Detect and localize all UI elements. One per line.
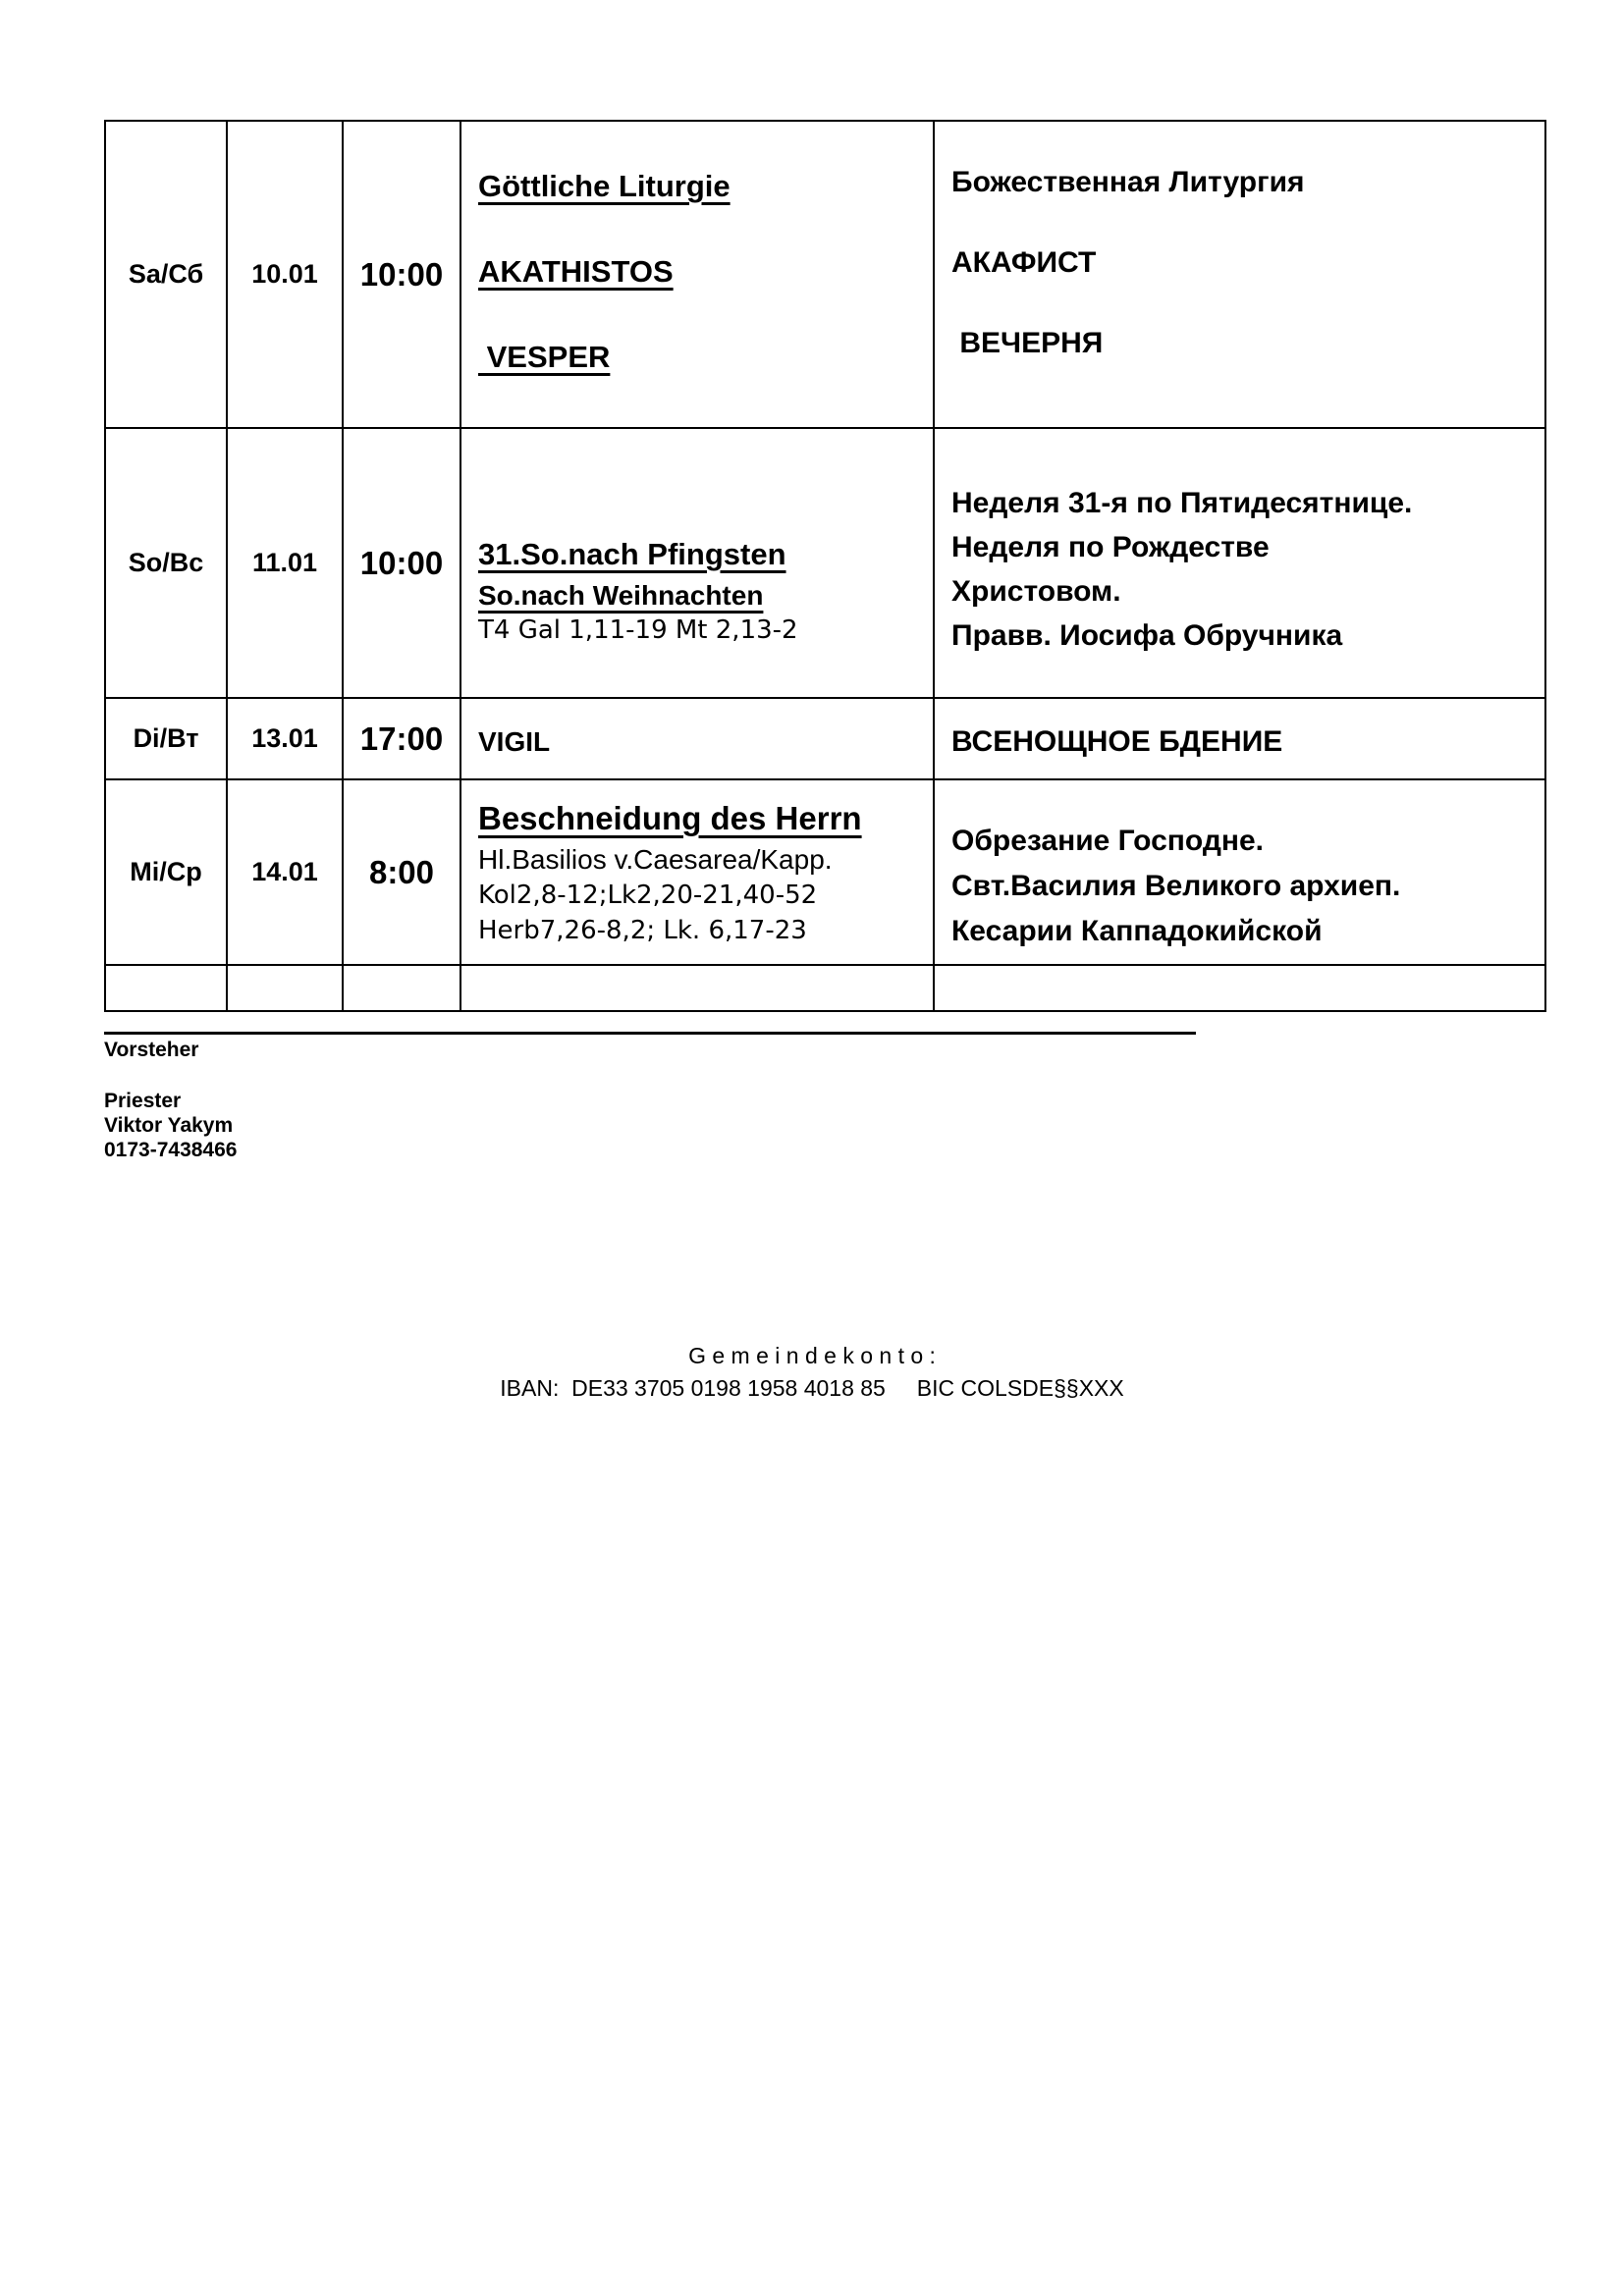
schedule-row-sunday — [105, 428, 1545, 698]
parish-account-iban: IBAN: DE33 3705 0198 1958 4018 85 BIC COLSDE§§XXX — [500, 1375, 1124, 1401]
scripture-reference: Herb7,26-8,2; Lk. 6,17-23 — [478, 915, 807, 945]
service-schedule-table — [104, 120, 1546, 1012]
schedule-row-empty — [105, 965, 1545, 1011]
priest-contact-block — [104, 1089, 237, 1162]
german-service-line: 31.So.nach Pfingsten — [478, 536, 786, 571]
priest-phone: 0173-7438466 — [104, 1139, 238, 1161]
day-cell: So/Вс — [105, 428, 227, 698]
day-cell: Sa/Сб — [105, 121, 227, 428]
priest-title: Priester — [104, 1090, 182, 1112]
german-service-line: Göttliche Liturgie — [478, 169, 731, 203]
time-cell: 17:00 — [343, 698, 460, 779]
russian-service-cell — [934, 428, 1545, 698]
german-service-cell — [460, 779, 934, 965]
parish-account-heading: G e m e i n d e k o n t o : — [688, 1343, 936, 1368]
german-service-line: AKATHISTOS — [478, 254, 674, 289]
russian-service-line: Кесарии Каппадокийской — [951, 914, 1323, 947]
schedule-row-tuesday — [105, 698, 1545, 779]
german-service-line: Hl.Basilios v.Caesarea/Kapp. — [478, 843, 833, 875]
schedule-row-saturday — [105, 121, 1545, 428]
priest-name: Viktor Yakym — [104, 1114, 234, 1137]
signature-divider-line — [104, 1032, 1196, 1035]
day-cell: Mi/Ср — [105, 779, 227, 965]
time-cell: 8:00 — [343, 779, 460, 965]
russian-service-line: Правв. Иосифа Обручника — [951, 618, 1343, 652]
german-service-cell — [460, 698, 934, 779]
vorsteher-label: Vorsteher — [104, 1039, 199, 1061]
date-cell: 14.01 — [227, 779, 343, 965]
russian-service-cell — [934, 698, 1545, 779]
empty-cell — [105, 965, 227, 1011]
day-cell: Di/Вт — [105, 698, 227, 779]
russian-service-line: Неделя по Рождестве — [951, 530, 1270, 563]
russian-service-line: ВЕЧЕРНЯ — [951, 326, 1104, 359]
russian-service-line: Христовом. — [951, 574, 1121, 608]
german-service-line: Beschneidung des Herrn — [478, 799, 862, 836]
russian-service-line: Свт.Василия Великого архиеп. — [951, 869, 1401, 902]
empty-cell — [460, 965, 934, 1011]
german-service-line: VESPER — [478, 340, 611, 374]
date-cell: 13.01 — [227, 698, 343, 779]
russian-service-line: Божественная Литургия — [951, 165, 1305, 198]
empty-cell — [227, 965, 343, 1011]
german-service-line: VIGIL — [478, 725, 551, 757]
german-service-cell — [460, 121, 934, 428]
russian-service-line: Обрезание Господне. — [951, 824, 1265, 857]
empty-cell — [343, 965, 460, 1011]
russian-service-cell — [934, 779, 1545, 965]
russian-service-cell — [934, 121, 1545, 428]
time-cell: 10:00 — [343, 121, 460, 428]
russian-service-line: АКАФИСТ — [951, 245, 1097, 279]
scripture-reference: Kol2,8-12;Lk2,20-21,40-52 — [478, 880, 818, 910]
russian-service-line: ВСЕНОЩНОЕ БДЕНИЕ — [951, 724, 1283, 758]
date-cell: 11.01 — [227, 428, 343, 698]
german-service-cell — [460, 428, 934, 698]
scripture-reference: T4 Gal 1,11-19 Mt 2,13-2 — [478, 614, 798, 645]
russian-service-line: Неделя 31-я по Пятидесятнице. — [951, 486, 1413, 519]
date-cell: 10.01 — [227, 121, 343, 428]
german-service-line: So.nach Weihnachten — [478, 579, 764, 611]
schedule-row-wednesday — [105, 779, 1545, 965]
time-cell: 10:00 — [343, 428, 460, 698]
empty-cell — [934, 965, 1545, 1011]
